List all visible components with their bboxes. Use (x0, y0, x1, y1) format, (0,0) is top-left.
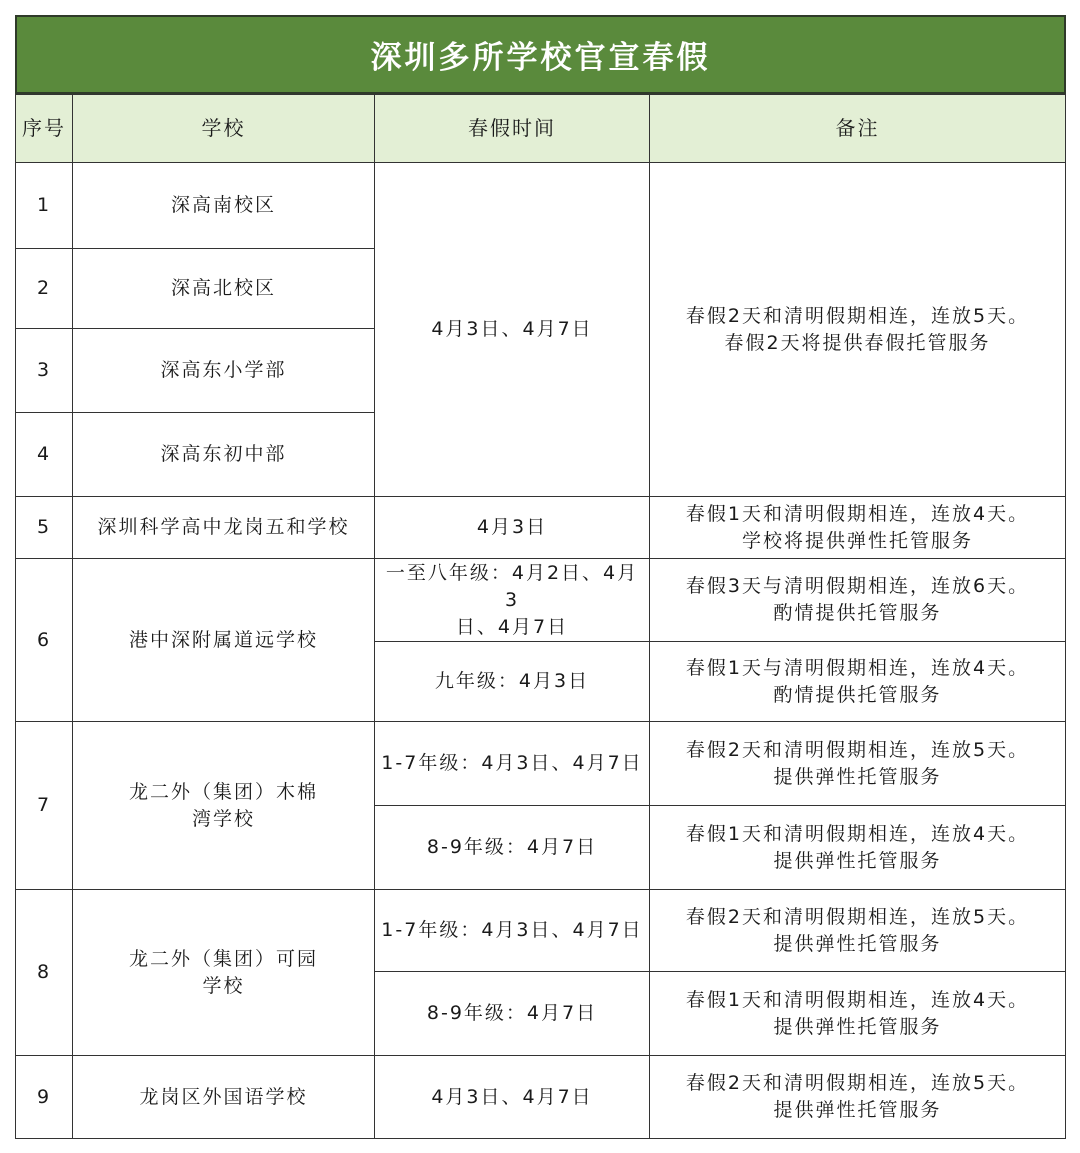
note-text: 春假2天和清明假期相连，连放5天。 提供弹性托管服务 (649, 721, 1066, 806)
row-no-2: 2 (15, 248, 73, 329)
school-name: 港中深附属道远学校 (72, 558, 375, 722)
row-no-5: 5 (15, 496, 73, 559)
header-no: 序号 (15, 94, 73, 163)
break-time: 8-9年级：4月7日 (374, 805, 650, 890)
school-name: 龙岗区外国语学校 (72, 1055, 375, 1139)
row-no-9: 9 (15, 1055, 73, 1139)
break-time: 1-7年级：4月3日、4月7日 (374, 889, 650, 972)
row-no-1: 1 (15, 162, 73, 249)
row-no-6: 6 (15, 558, 73, 722)
school-name: 深高东小学部 (72, 328, 375, 413)
school-name: 深高南校区 (72, 162, 375, 249)
break-time: 九年级：4月3日 (374, 641, 650, 722)
row-no-3: 3 (15, 328, 73, 413)
break-time: 4月3日 (374, 496, 650, 559)
break-time: 4月3日、4月7日 (374, 1055, 650, 1139)
school-name: 深高北校区 (72, 248, 375, 329)
row-no-4: 4 (15, 412, 73, 497)
note-text: 春假1天与清明假期相连，连放4天。 酌情提供托管服务 (649, 641, 1066, 722)
note-text: 春假1天和清明假期相连，连放4天。 提供弹性托管服务 (649, 805, 1066, 890)
note-text: 春假1天和清明假期相连，连放4天。 提供弹性托管服务 (649, 971, 1066, 1056)
break-time: 4月3日、4月7日 (374, 162, 650, 497)
note-text: 春假3天与清明假期相连，连放6天。 酌情提供托管服务 (649, 558, 1066, 642)
header-time: 春假时间 (374, 94, 650, 163)
break-time: 一至八年级：4月2日、4月 3 日、4月7日 (374, 558, 650, 642)
school-name: 龙二外（集团）木棉 湾学校 (72, 721, 375, 890)
note-text: 春假1天和清明假期相连，连放4天。 学校将提供弹性托管服务 (649, 496, 1066, 559)
school-name: 深高东初中部 (72, 412, 375, 497)
header-note: 备注 (649, 94, 1066, 163)
break-time: 1-7年级：4月3日、4月7日 (374, 721, 650, 806)
note-text: 春假2天和清明假期相连，连放5天。 提供弹性托管服务 (649, 1055, 1066, 1139)
school-name: 深圳科学高中龙岗五和学校 (72, 496, 375, 559)
note-text: 春假2天和清明假期相连，连放5天。 提供弹性托管服务 (649, 889, 1066, 972)
row-no-8: 8 (15, 889, 73, 1056)
school-name: 龙二外（集团）可园 学校 (72, 889, 375, 1056)
row-no-7: 7 (15, 721, 73, 890)
break-time: 8-9年级：4月7日 (374, 971, 650, 1056)
note-text: 春假2天和清明假期相连，连放5天。 春假2天将提供春假托管服务 (649, 162, 1066, 497)
table-title: 深圳多所学校官宣春假 (15, 15, 1066, 94)
header-school: 学校 (72, 94, 375, 163)
